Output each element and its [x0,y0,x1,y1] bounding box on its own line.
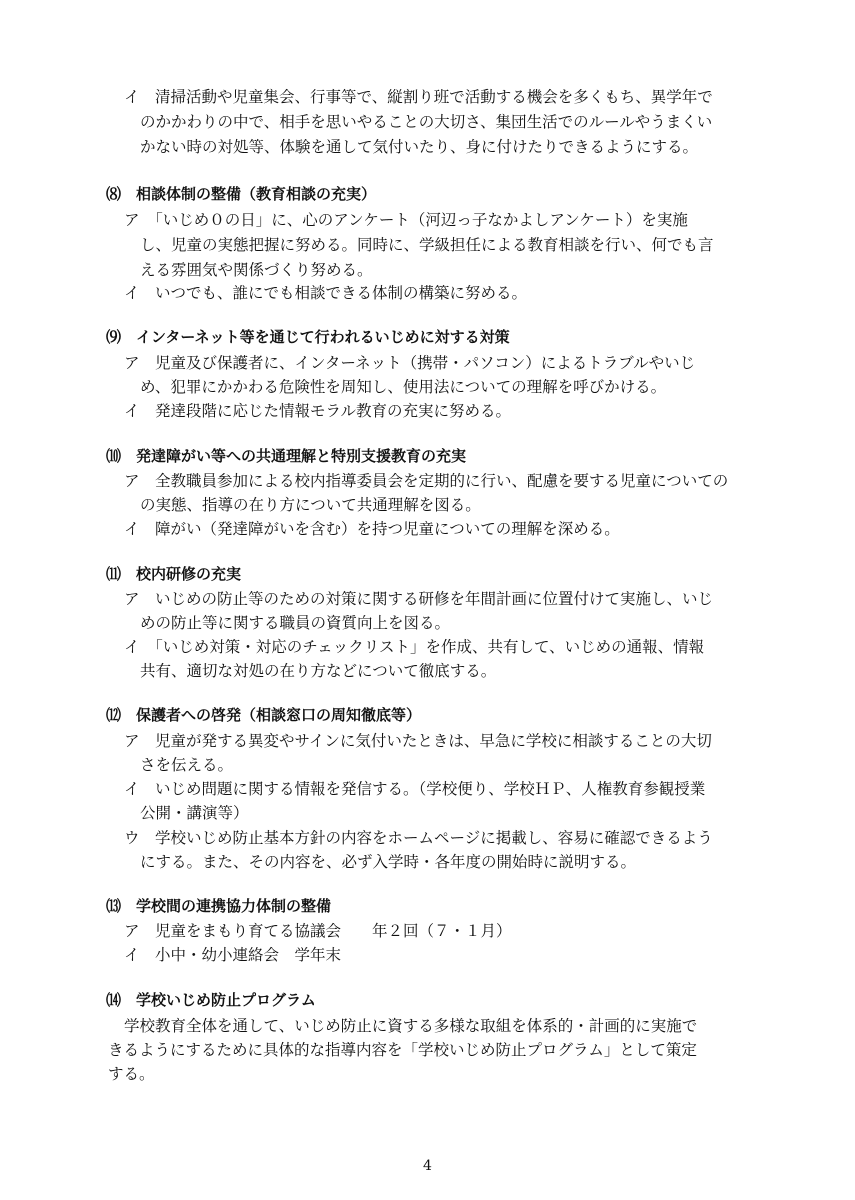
section-heading-13: ⒀ 学校間の連携協力体制の整備 [106,897,332,915]
item-i-line-1: イ 小中・幼小連絡会 学年末 [124,946,342,964]
item-a-line-2: さを伝える。 [140,756,234,774]
item-a-line-1: ア いじめの防止等のための対策に関する研修を年間計画に位置付けて実施し、いじ [124,590,714,608]
item-i-line-1: イ 清掃活動や児童集会、行事等で、縦割り班で活動する機会を多くもち、異学年で [124,88,713,106]
item-i-line-2: のかかわりの中で、相手を思いやることの大切さ、集団生活でのルールやうまくい [140,113,713,131]
item-u-line-1: ウ 学校いじめ防止基本方針の内容をホームページに掲載し、容易に確認できるよう [124,829,713,847]
item-i-line-1: イ いつでも、誰にでも相談できる体制の構築に努める。 [124,284,528,302]
paragraph-line-3: する。 [108,1065,155,1083]
item-i-line-3: かない時の対処等、体験を通して気付いたり、身に付けたりできるようにする。 [140,138,699,156]
item-i-line-1: イ 障がい（発達障がいを含む）を持つ児童についての理解を深める。 [124,520,620,538]
paragraph-line-2: きるようにするために具体的な指導内容を「学校いじめ防止プログラム」として策定 [108,1041,697,1059]
section-heading-10: ⑽ 発達障がい等への共通理解と特別支援教育の充実 [106,447,467,465]
item-a-line-2: し、児童の実態把握に努める。同時に、学級担任による教育相談を行い、何でも言 [140,236,714,254]
item-a-line-2: の実態、指導の在り方について共通理解を図る。 [140,496,481,514]
section-heading-9: ⑼ インターネット等を通じて行われるいじめに対する対策 [106,328,510,346]
item-a-line-3: える雰囲気や関係づくり努める。 [140,261,373,279]
section-heading-12: ⑿ 保護者への啓発（相談窓口の周知徹底等） [106,706,422,724]
section-heading-14: ⒁ 学校いじめ防止プログラム [106,991,316,1009]
item-i-line-1: イ 「いじめ対策・対応のチェックリスト」を作成、共有して、いじめの通報、情報 [124,638,705,656]
section-heading-8: ⑻ 相談体制の整備（教育相談の充実） [106,185,377,203]
section-heading-11: ⑾ 校内研修の充実 [106,565,242,583]
item-a-line-1: ア 児童をまもり育てる協議会 年２回（７・１月） [124,922,512,940]
item-a-line-1: ア 全教職員参加による校内指導委員会を定期的に行い、配慮を要する児童についての [124,472,729,490]
item-i-line-1: イ いじめ問題に関する情報を発信する。（学校便り、学校ＨＰ、人権教育参観授業 [124,780,706,798]
item-a-line-1: ア 児童及び保護者に、インターネット（携帯・パソコン）によるトラブルやいじ [124,354,696,372]
item-a-line-1: ア 「いじめ０の日」に、心のアンケート（河辺っ子なかよしアンケート）を実施 [124,211,688,229]
page-number: 4 [423,1158,432,1174]
item-a-line-2: め、犯罪にかかわる危険性を周知し、使用法についての理解を呼びかける。 [140,378,667,396]
item-a-line-2: めの防止等に関する職員の資質向上を図る。 [140,614,451,632]
item-i-line-1: イ 発達段階に応じた情報モラル教育の充実に努める。 [124,402,512,420]
paragraph-line-1: 学校教育全体を通して、いじめ防止に資する多様な取組を体系的・計画的に実施で [124,1017,698,1035]
item-a-line-1: ア 児童が発する異変やサインに気付いたときは、早急に学校に相談することの大切 [124,732,712,750]
item-u-line-2: にする。また、その内容を、必ず入学時・各年度の開始時に説明する。 [140,853,637,871]
item-i-line-2: 共有、適切な対処の在り方などについて徹底する。 [140,662,497,680]
item-i-line-2: 公開・講演等） [140,804,249,822]
